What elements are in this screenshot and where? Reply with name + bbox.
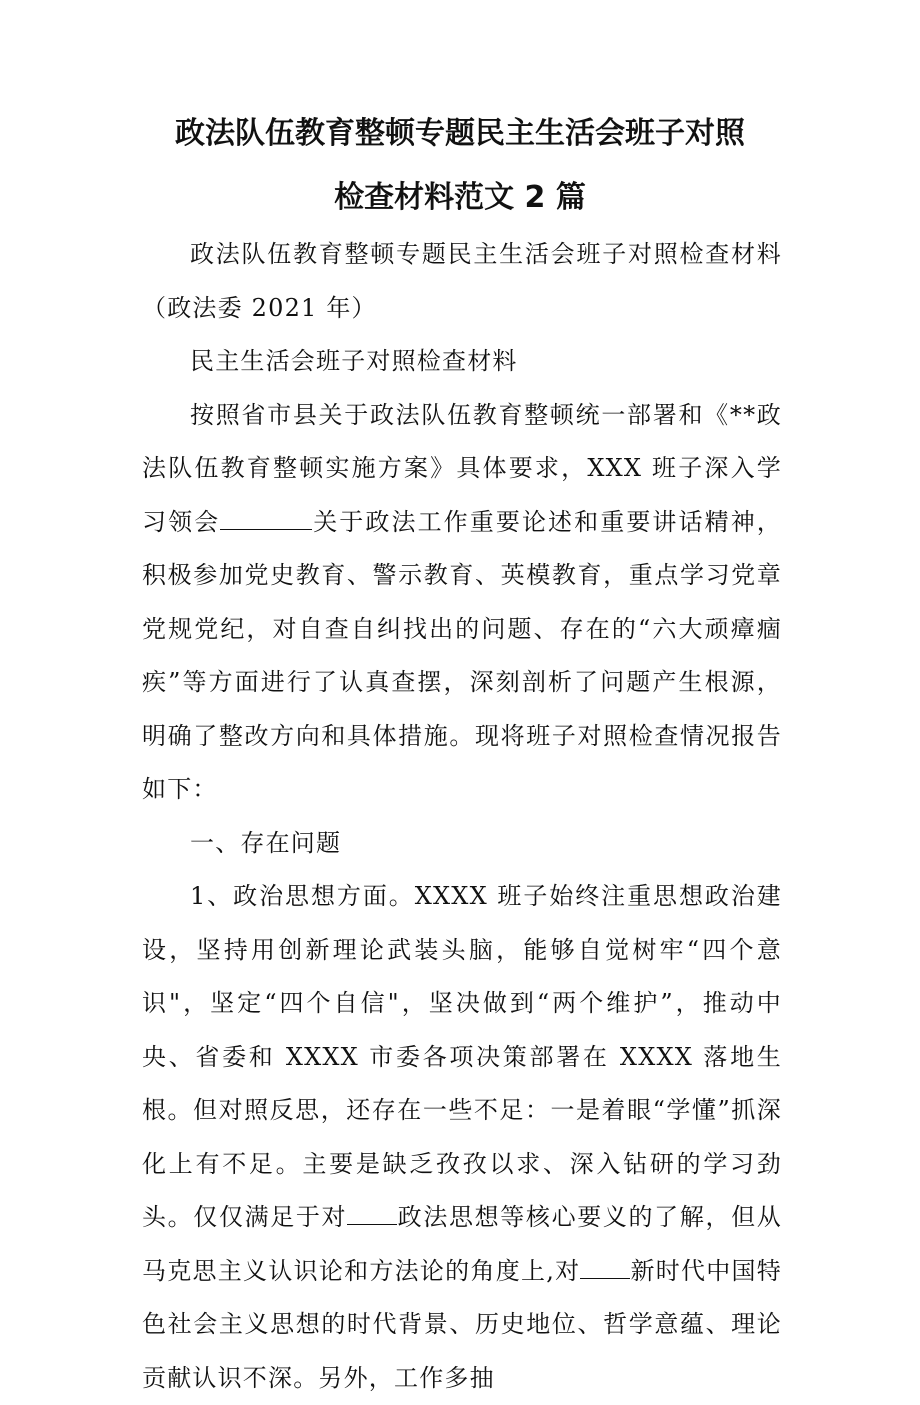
item-1-paragraph [142,870,782,1405]
item-1-text-part-3: 新时代中国特色社会主义思想的时代背景、历史地位、哲学意蕴、理论贡献认识不深。另外，工作多抽 [142,1256,782,1392]
intro-text-part-1: 按照省市县关于政法队伍教育整顿统一部署和《**政法队伍教育整顿实施方案》具体要求，XXX 班子深入学习领会 [142,400,782,536]
intro-paragraph [142,389,782,817]
fill-in-blank [220,505,312,530]
intro-text-part-2: 关于政法工作重要论述和重要讲话精神，积极参加党史教育、警示教育、英模教育，重点学习党章党规党纪，对自查自纠找出的问题、存在的“六大顽瘴痼疾”等方面进行了认真查摆，深刻剖析了问题产生根源，明确了整改方向和具体措施。现将班子对照检查情况报告如下： [142,507,782,803]
fill-in-blank [580,1254,630,1279]
section-heading: 民主生活会班子对照检查材料 [190,347,518,375]
title-line-2: 检查材料范文 2 篇 [334,180,586,215]
item-1-text-part-2: 政法思想等核心要义的了解，但从马克思主义认识论和方法论的角度上,对 [142,1203,782,1285]
subtitle-paragraph: 政法队伍教育整顿专题民主生活会班子对照检查材料（政法委 2021 年） [142,240,782,322]
part-one-heading: 一、存在问题 [190,828,342,857]
item-1-text-part-1: 1、政治思想方面。XXXX 班子始终注重思想政治建设，坚持用创新理论武装头脑，能够自觉树牢“四个意识"，坚定“四个自信"，坚决做到“两个维护”，推动中央、省委和 XXXX 市委各项决策部署在 XXXX 落地生根。但对照反思，还存在一些不足：一是着眼“学懂”抓深化上有不足。主要是缺乏孜孜以求、深入钻研的学习劲头。仅仅满足于对 [142,882,782,1231]
fill-in-blank [347,1200,397,1225]
document-title [100,102,820,230]
document-body [142,228,782,1405]
title-line-1: 政法队伍教育整顿专题民主生活会班子对照 [175,116,745,151]
